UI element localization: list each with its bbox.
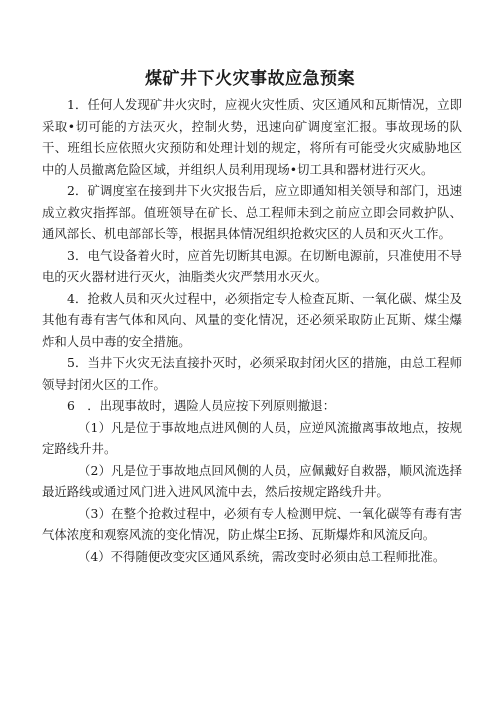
document-title: 煤矿井下火灾事故应急预案 — [145, 69, 355, 89]
sub-item-3: （3）在整个抢救过程中，必须有专人检测甲烷、一氧化碳等有毒有害气体浓度和观察风流的变化情况，防止煤尘E扬、瓦斯爆炸和风流反向。 — [42, 505, 462, 542]
paragraph-3: 3．电气设备着火时，应首先切断其电源。在切断电源前，只准使用不导电的灭火器材进行灭火，油脂类火灾严禁用水灭火。 — [42, 247, 462, 284]
document-body — [42, 94, 462, 567]
paragraph-6: 6 ．出现事故时，遇险人员应按下列原则撤退： — [67, 398, 336, 413]
sub-item-2: （2）凡是位于事故地点回风侧的人员，应佩戴好自救器，顺风流选择最近路线或通过风门进入进风风流中去，然后按规定路线升井。 — [42, 462, 462, 499]
paragraph-5: 5．当井下火灾无法直接扑灭时，必须采取封闭火区的措施，由总工程师领导封闭火区的工作。 — [42, 355, 462, 392]
sub-item-1: （1）凡是位于事故地点进风侧的人员，应逆风流撤离事故地点，按规定路线升井。 — [42, 419, 462, 456]
paragraph-4: 4．抢救人员和灭火过程中，必须指定专人检查瓦斯、一氧化碳、煤尘及其他有毒有害气体和风向、风量的变化情况，还必须采取防止瓦斯、煤尘爆炸和人员中毒的安全措施。 — [42, 290, 462, 349]
paragraph-1: 1．任何人发现矿井火灾时，应视火灾性质、灾区通风和瓦斯情况，立即采取•切可能的方法灭火，控制火势，迅速向矿调度室汇报。事故现场的队干、班组长应依照火灾预防和处理计划的规定，将所有可能受火灾威胁地区中的人员撤离危险区域，并组织人员利用现场•切工具和器材进行灭火。 — [42, 97, 462, 177]
paragraph-2: 2．矿调度室在接到井下火灾报告后，应立即通知相关领导和部门，迅速成立救灾指挥部。值班领导在矿长、总工程师未到之前应立即会同救护队、通风部长、机电部部长等，根据具体情况组织抢救灾区的人员和灭火工作。 — [42, 183, 462, 241]
sub-item-4: （4）不得随便改变灾区通风系统，需改变时必须由总工程师批准。 — [78, 548, 446, 564]
